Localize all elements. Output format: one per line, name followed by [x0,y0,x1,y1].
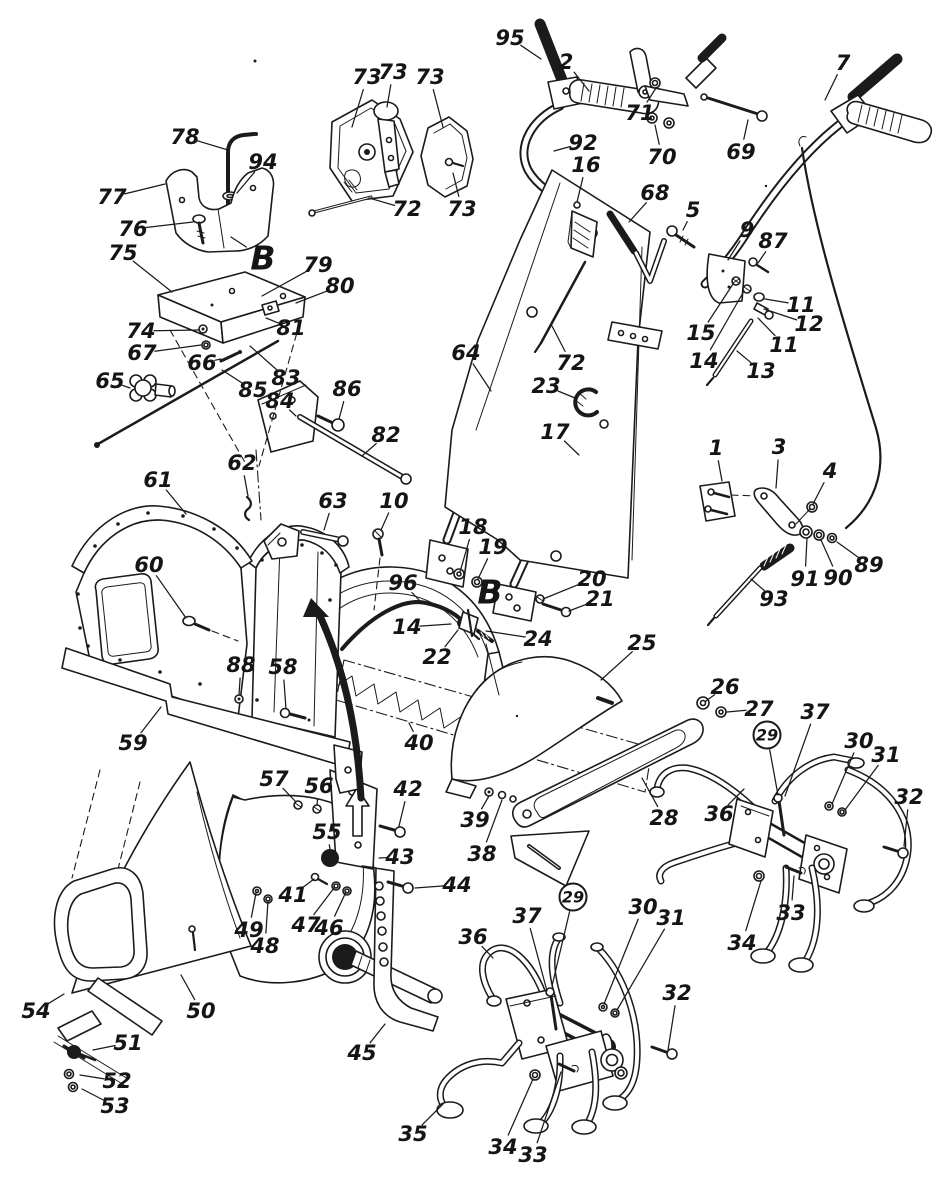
callout-77: 77 [97,185,127,209]
callout-84: 84 [265,389,295,413]
callout-33: 33 [518,1143,548,1167]
callout-90: 90 [823,566,853,590]
callout-15: 15 [686,321,716,345]
callout-80: 80 [325,274,355,298]
callout-76: 76 [118,217,148,241]
callout-66: 66 [187,351,217,375]
callout-73: 73 [378,60,408,84]
callout-71: 71 [625,101,655,125]
callout-14: 14 [689,349,719,373]
callout-leader-72 [369,198,395,205]
callout-41: 41 [278,883,308,907]
callout-32: 32 [894,785,924,809]
callout-19: 19 [478,535,508,559]
callout-47: 47 [291,913,321,937]
callout-leader-34 [746,881,761,931]
callout-31: 31 [871,743,901,767]
callout-24: 24 [523,627,553,651]
callout-63: 63 [318,489,348,513]
callout-68: 68 [640,181,670,205]
callout-45: 45 [347,1041,377,1065]
callout-50: 50 [186,999,216,1023]
callout-35: 35 [398,1122,428,1146]
tine-shield [62,497,362,793]
callout-leader-20 [543,584,580,599]
callout-37: 37 [512,904,542,928]
callout-leader-52 [80,1075,104,1079]
callout-88: 88 [226,653,256,677]
callout-96: 96 [388,571,418,595]
callout-62: 62 [227,451,257,475]
callout-leader-91 [806,538,807,566]
callout-leader-33 [792,876,794,900]
callout-leader-69 [744,120,748,139]
callout-leader-44 [415,886,444,888]
callout-23: 23 [531,374,561,398]
callout-leader-86 [339,402,344,419]
callout-leader-63 [324,513,329,530]
callout-16: 16 [571,153,601,177]
callout-39: 39 [460,808,490,832]
callout-56: 56 [304,774,334,798]
callout-14: 14 [392,615,422,639]
callout-72: 72 [392,197,422,221]
callout-31: 31 [656,906,686,930]
callout-leader-14 [420,624,451,626]
callout-93: 93 [759,587,789,611]
callout-37: 37 [800,700,830,724]
callout-5: 5 [685,198,701,222]
callout-44: 44 [442,873,472,897]
callout-leader-55 [329,845,330,849]
callout-52: 52 [102,1069,132,1093]
callout-29: 29 [755,725,779,745]
callout-leader-32 [668,1006,675,1050]
callout-leader-77 [125,184,165,194]
callout-91: 91 [790,567,820,591]
callout-72: 72 [556,351,586,375]
callout-55: 55 [312,820,342,844]
callout-11: 11 [786,293,816,317]
callout-leader-11 [765,299,788,303]
callout-leader-90 [821,540,833,566]
callout-82: 82 [371,423,401,447]
callout-30: 30 [628,895,658,919]
callout-leader-29 [770,750,778,795]
callout-B: B [250,238,276,278]
callout-11: 11 [769,333,799,357]
callout-20: 20 [577,567,607,591]
callout-94: 94 [248,150,278,174]
callout-leader-68 [629,203,646,222]
callout-32: 32 [662,981,692,1005]
callout-79: 79 [303,253,333,277]
callout-34: 34 [727,931,757,955]
callout-leader-39 [482,796,489,809]
callout-28: 28 [649,806,679,830]
callout-27: 27 [744,697,774,721]
callout-17: 17 [540,420,570,444]
callout-70: 70 [647,145,677,169]
callout-leader-59 [141,707,161,733]
callout-7: 7 [835,51,851,75]
callout-73: 73 [415,65,445,89]
callout-leader-1 [718,461,722,481]
callout-leader-33 [537,1072,561,1143]
callout-73: 73 [447,197,477,221]
callout-9: 9 [739,218,755,242]
callout-81: 81 [276,316,306,340]
callout-leader-50 [181,975,195,1000]
callout-36: 36 [458,925,488,949]
callout-43: 43 [385,845,415,869]
callout-4: 4 [822,459,838,483]
callout-leader-62 [244,476,248,496]
callout-leader-10 [381,513,389,530]
callout-48: 48 [250,934,280,958]
callout-22: 22 [422,645,452,669]
callout-92: 92 [568,131,598,155]
callout-leader-51 [93,1046,115,1051]
callout-leader-3 [776,460,778,488]
callout-30: 30 [844,729,874,753]
callout-leader-5 [683,222,687,230]
callout-46: 46 [314,916,344,940]
callout-2: 2 [558,50,574,74]
callout-95: 95 [495,26,525,50]
callout-leader-45 [370,1024,385,1043]
callout-1: 1 [708,436,724,460]
callout-leader-31 [617,929,664,1010]
callout-B: B [477,572,503,612]
callout-85: 85 [238,378,268,402]
callout-86: 86 [332,377,362,401]
callout-65: 65 [95,369,125,393]
callout-38: 38 [467,842,497,866]
callout-13: 13 [746,359,776,383]
callout-leader-87 [758,252,766,263]
callout-leader-78 [197,141,228,150]
callout-54: 54 [21,999,51,1023]
callout-leader-73 [433,90,443,127]
callout-40: 40 [404,731,434,755]
callout-36: 36 [704,802,734,826]
callout-49: 49 [234,918,264,942]
callout-leader-75 [133,261,172,292]
callout-leader-56 [317,799,318,805]
callout-12: 12 [794,312,824,336]
callout-73: 73 [352,65,382,89]
callout-leader-74 [154,330,199,331]
callout-10: 10 [379,489,409,513]
callout-18: 18 [458,515,488,539]
callout-26: 26 [710,675,740,699]
callout-89: 89 [854,553,884,577]
callout-67: 67 [127,341,157,365]
callout-83: 83 [271,366,301,390]
callout-69: 69 [726,140,756,164]
callout-64: 64 [451,341,481,365]
callout-75: 75 [108,241,138,265]
callout-leader-25 [601,652,632,680]
callout-59: 59 [118,731,148,755]
callout-21: 21 [585,587,615,611]
callout-74: 74 [126,319,156,343]
callout-60: 60 [134,553,164,577]
callout-leader-7 [825,75,837,100]
callout-leader-4 [813,483,824,504]
callout-51: 51 [113,1031,143,1055]
callout-25: 25 [627,631,657,655]
callout-leader-37 [785,724,811,796]
callout-3: 3 [771,435,787,459]
callout-33: 33 [776,901,806,925]
callout-42: 42 [393,777,423,801]
callout-leader-27 [727,710,746,712]
callout-78: 78 [170,125,200,149]
callout-58: 58 [268,655,298,679]
callout-87: 87 [758,229,788,253]
callout-leader-42 [399,802,405,826]
callout-53: 53 [100,1094,130,1118]
callout-leader-70 [655,125,659,144]
callout-61: 61 [143,468,173,492]
callout-34: 34 [488,1135,518,1159]
callout-29: 29 [561,887,585,907]
callout-57: 57 [259,767,289,791]
